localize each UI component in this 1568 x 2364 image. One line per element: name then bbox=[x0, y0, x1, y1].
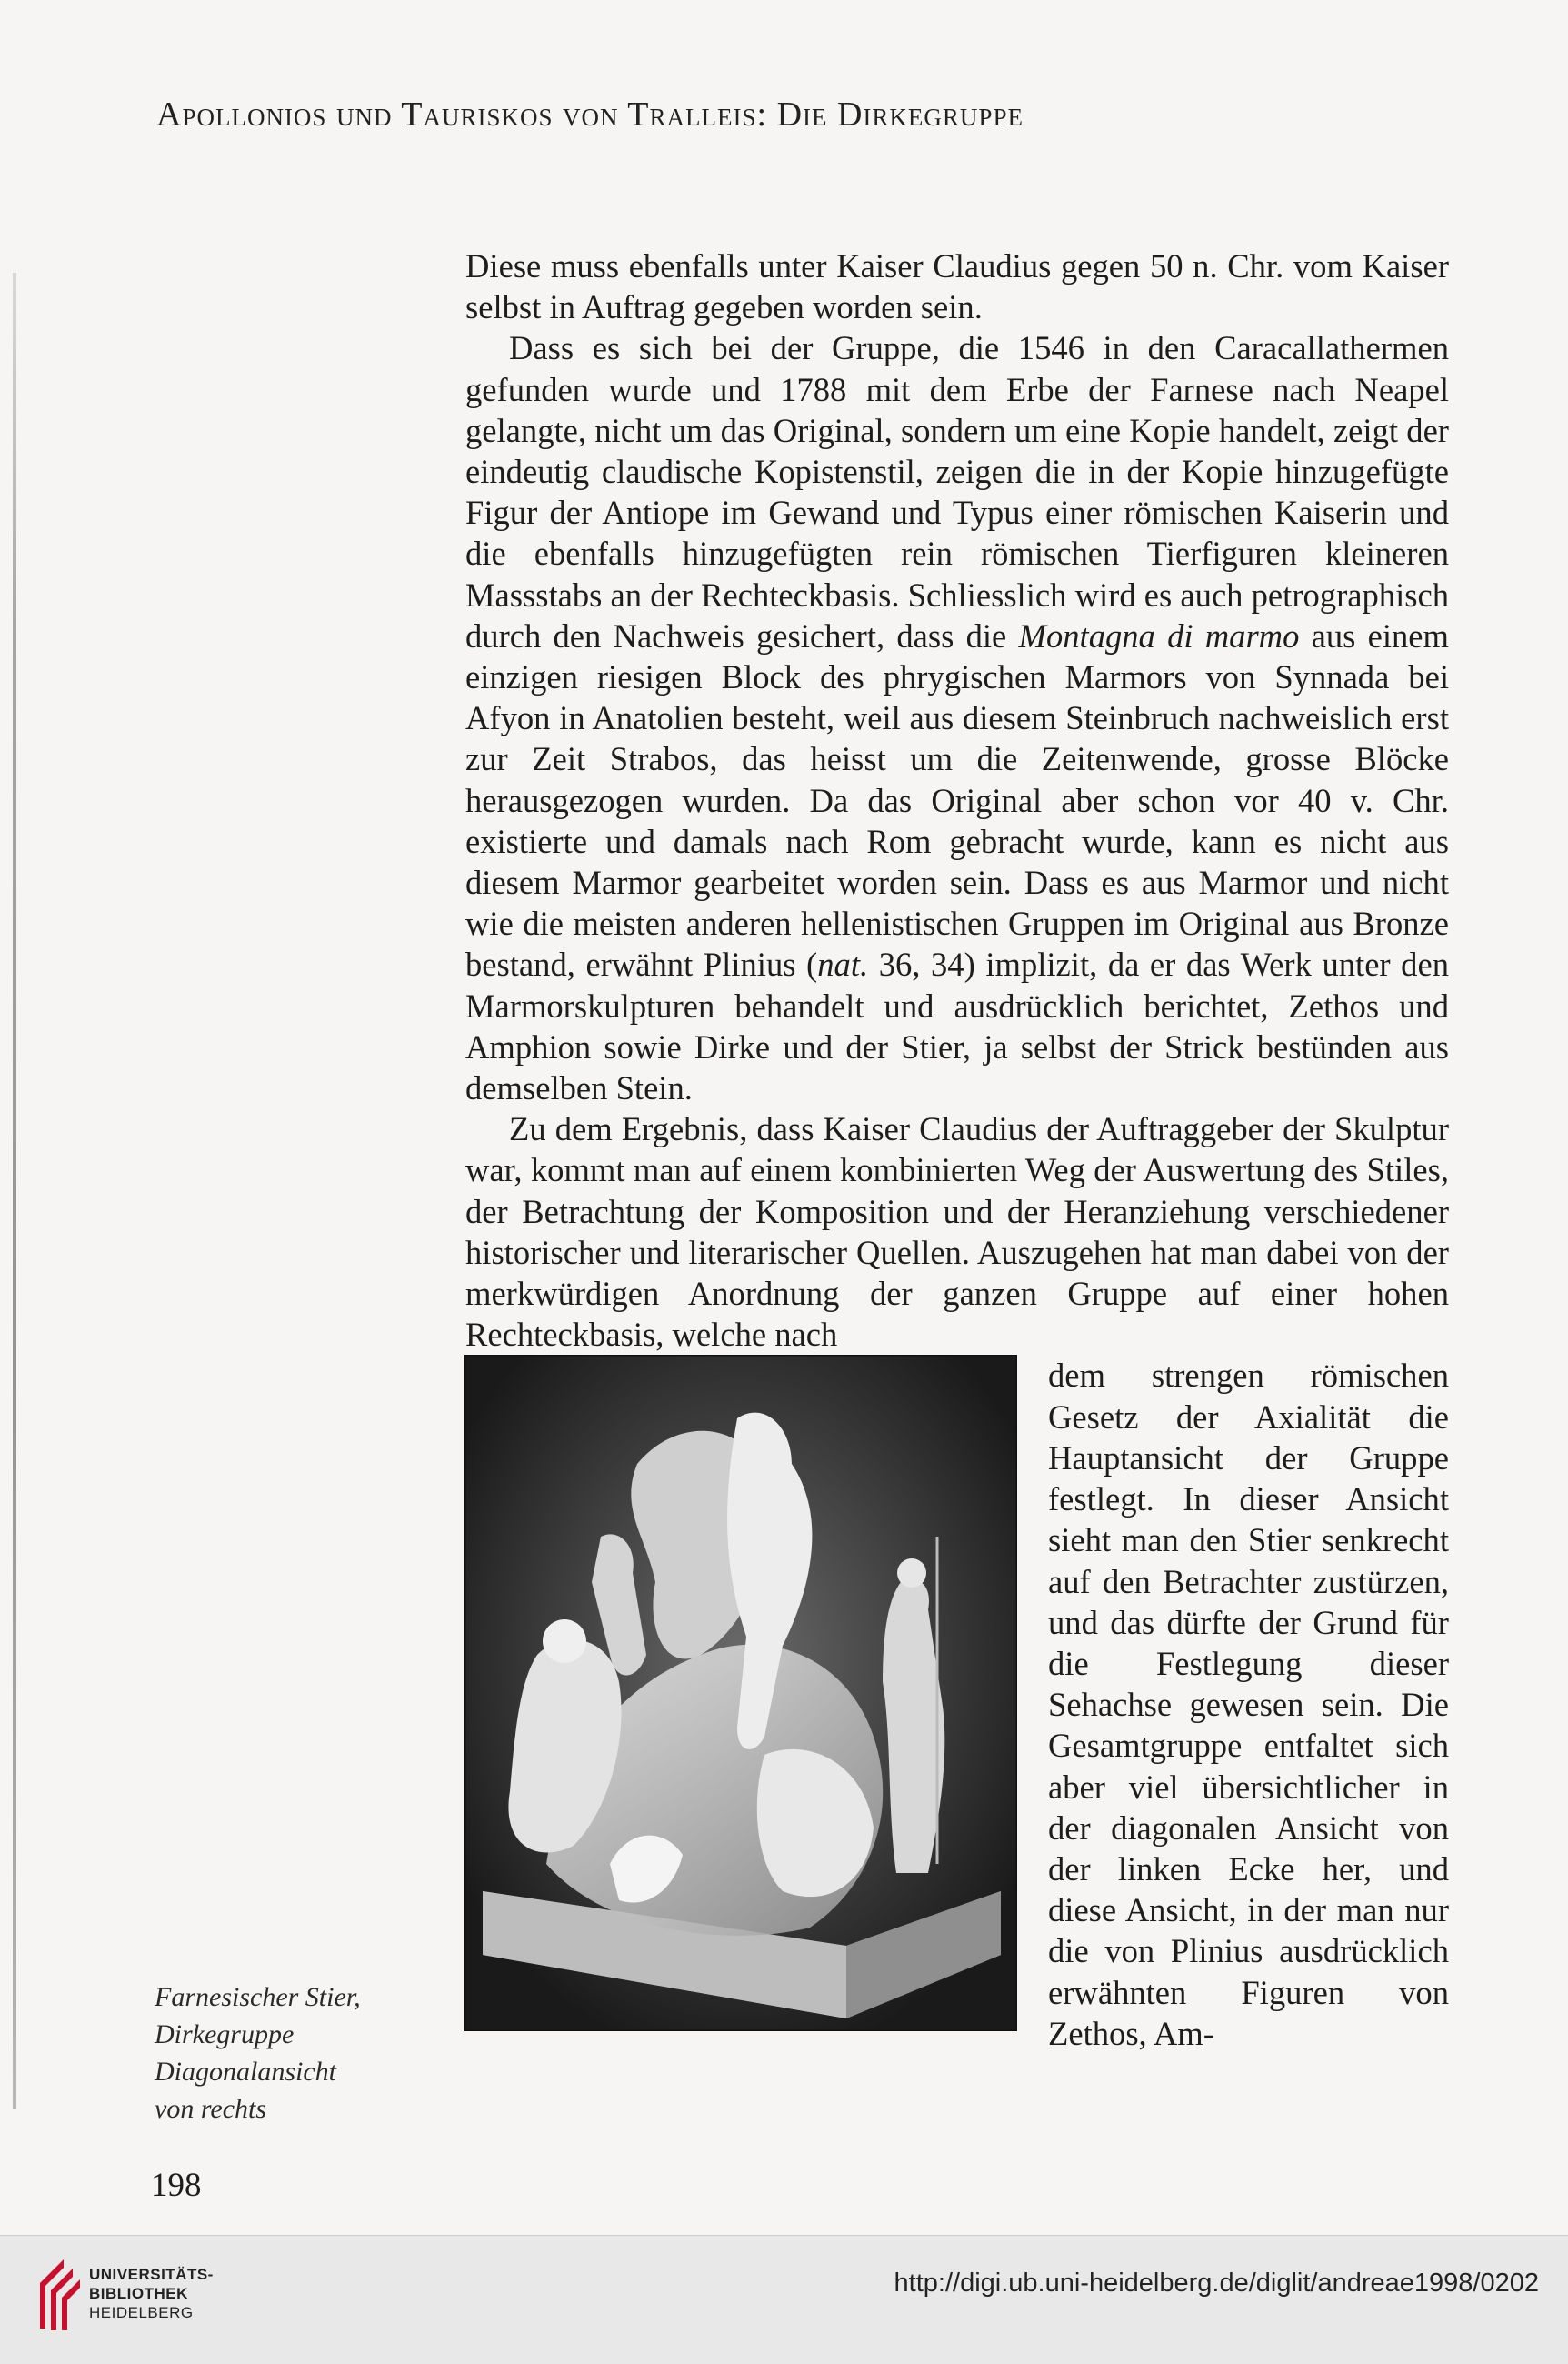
italic-nat: nat. bbox=[817, 946, 869, 984]
caption-line-4: von rechts bbox=[155, 2094, 267, 2124]
paragraph-3-continued: dem strengen römischen Gesetz der Axialität die Hauptansicht der Gruppe festlegt. In dieser Ansicht sieht man den Stier senkrecht auf den Betrachter zustürzen, und das dürfte der Grund für die Festlegung dieser Sehachse gewesen sein. Die Gesamtgruppe entfaltet sich aber viel übersichtlicher in der diagonalen Ansicht von der linken Ecke her, und diese Ansicht, in der man nur die von Plinius ausdrücklich erwähnten Figuren von Zethos, Am- bbox=[1048, 1357, 1449, 2052]
digitization-footer bbox=[0, 2235, 1568, 2364]
permalink-url[interactable]: http://digi.ub.uni-heidelberg.de/diglit/andreae1998/0202 bbox=[894, 2269, 1539, 2298]
page-edge-shadow bbox=[13, 273, 16, 2109]
library-logo-icon bbox=[36, 2258, 82, 2332]
library-line-1: UNIVERSITÄTS- bbox=[89, 2266, 214, 2283]
body-text bbox=[465, 245, 1449, 2054]
caption-line-2: Dirkegruppe bbox=[155, 2019, 295, 2049]
paragraph-2-part-2: aus einem einzigen riesigen Block des phrygischen Marmors von Synnada bei Afyon in Anatolien besteht, weil aus diesem Steinbruch nachweislich erst zur Zeit Strabos, das heisst um die Zeitenwende, grosse Blöcke herausgezogen wurden. Da das Original aber schon vor 40 v. Chr. existierte und damals nach Rom gebracht wurde, kann es nicht aus diesem Marmor gearbeitet worden sein. Dass es aus Marmor und nicht wie die meisten anderen hellenistischen Gruppen im Original aus Bronze bestand, erwähnt Plinius ( bbox=[465, 616, 1449, 984]
statue-photo-svg bbox=[464, 1355, 1017, 2031]
library-line-2: BIBLIOTHEK bbox=[89, 2285, 188, 2302]
caption-line-3: Diagonalansicht bbox=[155, 2057, 336, 2087]
paragraph-2 bbox=[465, 327, 1449, 1108]
paragraph-2-part-1: Dass es sich bei der Gruppe, die 1546 in den Caracallathermen gefunden wurde und 1788 mit dem Erbe der Farnese nach Neapel gelangte, nicht um das Original, sondern um eine Kopie handelt, zeigt der eindeutig claudische Kopistenstil, zeigen die in der Kopie hinzugefügte Figur der Antiope im Gewand und Typus einer römischen Kaiserin und die ebenfalls hinzugefügten rein römischen Tierfiguren kleineren Massstabs an der Rechteckbasis. Schliesslich wird es auch petrographisch durch den Nachweis gesichert, dass die bbox=[465, 329, 1449, 655]
paragraph-1: Diese muss ebenfalls unter Kaiser Claudius gegen 50 n. Chr. vom Kaiser selbst in Auftrag gegeben worden sein. bbox=[465, 247, 1449, 326]
figure-caption bbox=[155, 1978, 361, 2128]
italic-montagna-di-marmo: Montagna di marmo bbox=[1018, 616, 1300, 655]
running-header: Apollonios und Tauriskos von Tralleis: Die Dirkegruppe bbox=[156, 95, 1024, 134]
figure-text-wrap bbox=[465, 1355, 1449, 2053]
paragraph-3: Zu dem Ergebnis, dass Kaiser Claudius der Auftraggeber der Skulptur war, kommt man auf einem kombinierten Weg der Auswertung des Stiles, der Betrachtung der Komposition und der Heranziehung verschiedener historischer und literarischer Quellen. Auszugehen hat man dabei von der merkwürdigen Anordnung der ganzen Gruppe auf einer hohen Rechteckbasis, welche nach bbox=[465, 1110, 1449, 1354]
page-number: 198 bbox=[151, 2167, 202, 2204]
library-name bbox=[89, 2265, 214, 2322]
dirke-group-photo bbox=[464, 1355, 1017, 2031]
paragraph-2-part-3: 36, 34) implizit, da er das Werk unter den Marmorskulpturen behandelt und ausdrücklich berichtet, Zethos und Amphion sowie Dirke und der Stier, ja selbst der Strick bestünden aus demselben Stein. bbox=[465, 946, 1449, 1107]
library-line-3: HEIDELBERG bbox=[89, 2304, 194, 2321]
caption-line-1: Farnesischer Stier, bbox=[155, 1982, 361, 2012]
